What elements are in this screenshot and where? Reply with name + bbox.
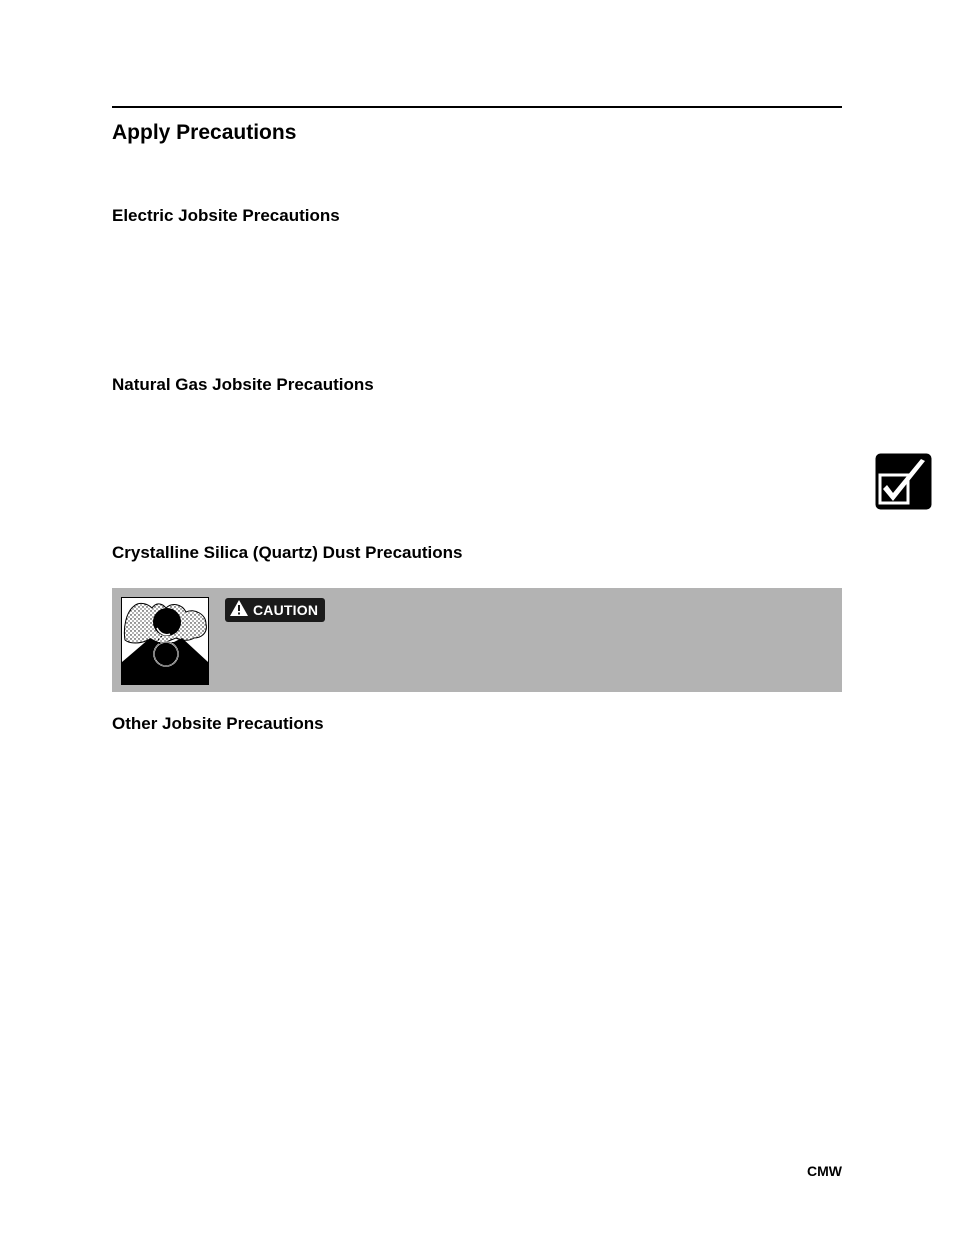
heading-natural-gas-precautions: Natural Gas Jobsite Precautions: [112, 375, 374, 394]
footer-code: CMW: [807, 1163, 842, 1179]
dust-inhalation-hazard-icon: [121, 597, 209, 685]
heading-electric-precautions: Electric Jobsite Precautions: [112, 206, 340, 225]
page-title: Apply Precautions: [112, 121, 297, 144]
checkmark-box-icon: [875, 453, 932, 510]
warning-triangle-icon: [229, 599, 249, 622]
heading-other-precautions: Other Jobsite Precautions: [112, 714, 324, 733]
heading-silica-dust-precautions: Crystalline Silica (Quartz) Dust Precautions: [112, 543, 463, 562]
caution-badge: [225, 598, 325, 622]
caution-panel: [112, 588, 842, 692]
top-rule: [112, 106, 842, 108]
caution-label: CAUTION: [253, 602, 319, 618]
